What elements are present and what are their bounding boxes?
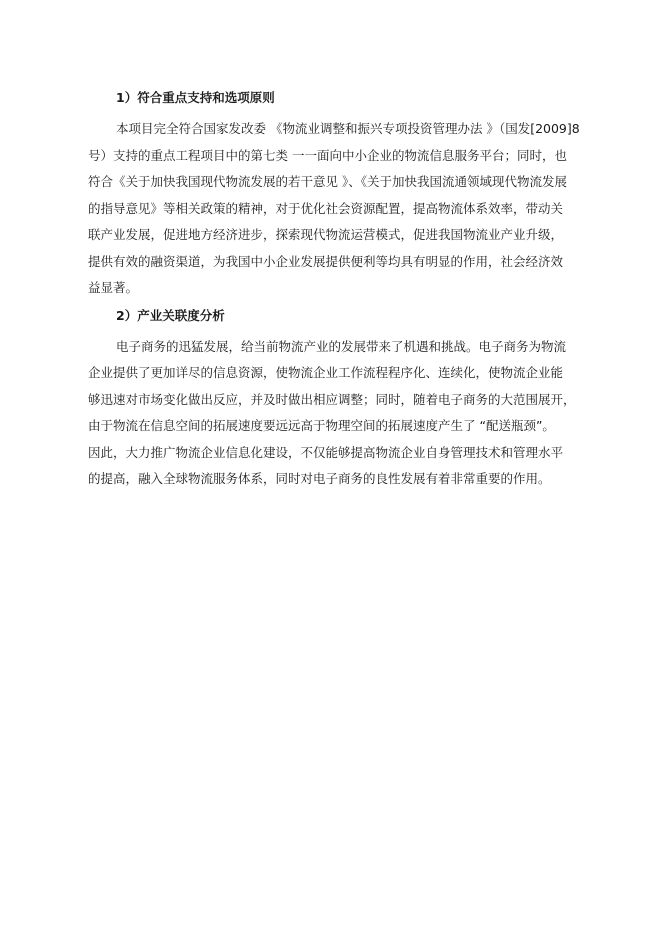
paragraph-line: 电子商务的迅猛发展，给当前物流产业的发展带来了机遇和挑战。电子商务为物流 <box>116 338 567 354</box>
paragraph-line: 由于物流在信息空间的拓展速度要远远高于物理空间的拓展速度产生了 “配送瓶颈”。 <box>88 418 555 433</box>
paragraph-line: 本项目完全符合国家发改委 《物流业调整和振兴专项投资管理办法 》（国发[2009]8 <box>116 121 580 136</box>
paragraph-2 <box>88 334 588 493</box>
paragraph-line: 联产业发展，促进地方经济进步，探索现代物流运营模式，促进我国物流业产业升级， <box>88 227 564 242</box>
paragraph-line: 提供有效的融资渠道，为我国中小企业发展提供便利等均具有明显的作用，社会经济效 <box>88 253 564 269</box>
paragraph-line: 的提高，融入全球物流服务体系，同时对电子商务的良性发展有着非常重要的作用。 <box>88 471 551 486</box>
document-body <box>88 86 588 493</box>
paragraph-line: 够迅速对市场变化做出反应，并及时做出相应调整；同时，随着电子商务的大范围展开， <box>88 391 576 407</box>
section-heading-1: 1）符合重点支持和选项原则 <box>116 90 275 105</box>
paragraph-line: 因此，大力推广物流企业信息化建设，不仅能够提高物流企业自身管理技术和管理水平 <box>88 444 564 460</box>
section-heading-2: 2）产业关联度分析 <box>116 307 225 323</box>
paragraph-line: 的指导意见》等相关政策的精神，对于优化社会资源配置，提高物流体系效率，带动关 <box>88 200 564 216</box>
paragraph-1 <box>88 116 588 302</box>
paragraph-line: 企业提供了更加详尽的信息资源，使物流企业工作流程程序化、连续化，使物流企业能 <box>88 365 564 380</box>
paragraph-line: 益显著。 <box>88 280 139 295</box>
paragraph-line: 号）支持的重点工程项目中的第七类 一一面向中小企业的物流信息服务平台；同时，也 <box>88 147 567 163</box>
paragraph-line: 符合《关于加快我国现代物流发展的若干意见 》、《关于加快我国流通领域现代物流发展 <box>88 174 567 189</box>
